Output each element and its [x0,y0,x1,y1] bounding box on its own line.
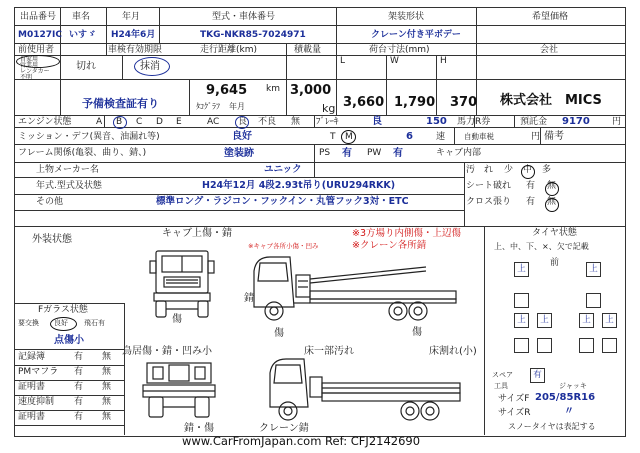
auction-sheet [14,7,626,437]
size-f-value: 205/85R16 [535,392,596,403]
engine-grade: E [176,117,182,127]
tire-front-label: 前 [550,258,560,268]
note1: ※3方場り内側傷・上辺傷 [352,228,462,239]
torii-label: 鳥居傷・錆・凹み小 [122,346,212,357]
doc-label: 証明書 [18,412,46,422]
tm-t: T [330,132,336,142]
cross-none-circle [545,198,559,212]
body-label: 架装形状 [388,12,425,22]
tools-label: 工具 [494,382,508,390]
spare-label: スペア [492,371,513,379]
cab-row-option: 無 [547,197,557,207]
tire-box [514,293,529,308]
cab-row-option: 有 [526,181,536,191]
doc-yes: 有 [74,382,84,392]
exterior-title: 外装状態 [32,234,72,245]
footer-watermark: www.CarFromJapan.com Ref: CFJ2142690 [182,434,421,448]
glass-opt-good: 良好 [54,319,68,327]
cab-row-label: 汚 れ [466,165,494,175]
engine-grade: A [96,117,103,127]
glass-opt-chip: 飛石有 [84,319,105,327]
brake-value: 良 [372,116,382,127]
body-type: クレーン付き平ボデー [371,30,461,40]
stain-mid-circle [521,165,535,179]
glass-value: 点傷小 [54,335,84,346]
truck-side-view-bottom [264,353,464,423]
ac-opt-bad: 不良 [258,117,277,127]
load-label: 積載量 [294,45,322,55]
cab-row-option: 中 [523,165,533,175]
engine-grade: D [156,117,163,127]
truck-front-view [142,247,222,327]
brake-label: ﾌﾞﾚｰｷ [316,117,339,127]
notes-label: 備考 [544,131,564,142]
truck-side-view-top [246,251,461,323]
spare-box: 有 [530,368,545,383]
snow-note: スノータイヤは表記する [508,422,596,431]
size-r-label: サイズR [498,408,531,418]
tire-box: 上 [579,313,594,328]
mileage-label: 走行距離(km) [200,45,258,55]
doc-label: PMマフラ [18,367,59,377]
doc-yes: 有 [74,397,84,407]
year-label: 年月 [122,12,141,22]
doc-yes: 有 [74,367,84,377]
cab-note: ※キャブ各所小傷・凹み [248,242,319,250]
engine-grade: B [116,117,123,127]
floor-crack-label: 床割れ(小) [429,346,477,357]
cab-interior-label: キャブ内部 [436,148,482,158]
ac-opt-none: 無 [291,117,301,127]
tire-box [537,338,552,353]
dim-w-value: 1,790 [394,95,436,110]
doc-no: 無 [102,352,112,362]
hp-value: 150 [426,116,447,127]
model-no: TKG-NKR85-7024971 [200,30,306,40]
lot-no: M0127IC [18,30,62,40]
truck-rear-view [139,359,219,425]
speed-unit: 速 [436,132,446,142]
tire-box: 上 [537,313,552,328]
doc-label: 記録簿 [18,352,46,362]
private-use-circle [16,55,60,68]
deposit-yen: 円 [612,117,622,127]
prev-user-label: 前使用者 [18,45,55,55]
frame-value: 塗装跡 [224,148,254,159]
tire-box [586,293,601,308]
deposit-label: 預託金 [520,117,548,127]
scratch-label-3: 傷 [412,327,422,338]
engine-grade-circle [113,116,127,129]
auto-tax-unit: 円 [531,132,541,142]
upper-row-label: 年式.型式及状態 [36,181,102,191]
seat-none-circle [545,182,559,196]
maker: いすゞ [69,30,97,40]
model-label: 型式・車体番号 [212,12,276,22]
pw-label: PW [367,148,382,158]
mission-value: 良好 [232,131,252,142]
dims-label: 荷台寸法(mm) [369,45,430,55]
prev-user-option: レンタカー [20,68,50,75]
inspection-label: 車検有効期限 [108,45,163,55]
upper-row-value: ユニック [264,164,302,175]
company-name: 株式会社 MICS [500,93,602,108]
cab-row-label: シート破れ [466,181,512,191]
size-r-value: 〃 [564,406,574,417]
load-value: 3,000 [290,83,332,98]
tm-m: M [345,132,353,142]
prev-user-option: 自家用 [20,56,39,63]
tire-box: 上 [514,313,529,328]
scratch-label-1: 傷 [172,314,182,325]
mileage-unit: km [266,84,280,94]
upper-row-value: H24年12月 4段2.93t吊り(URU294RKK) [202,180,396,191]
tire-legend: 上、中、下、×、欠で記載 [494,242,589,251]
dim-h-value: 370 [450,95,478,110]
upper-row-label: 上物メーカー名 [36,165,99,175]
tire-box [579,338,594,353]
doc-no: 無 [102,412,112,422]
rear-rust-label: 錆・傷 [184,423,214,434]
doc-label: 速度抑制 [18,397,55,407]
doc-divider [14,380,124,381]
r-ticket-label: R券 [475,117,491,127]
tire-box [514,338,529,353]
company-label: 会社 [540,45,559,55]
year: H24年6月 [111,30,156,40]
cab-row-option: 有 [526,197,536,207]
upper-row-label: その他 [36,197,64,207]
tire-box: 上 [602,313,617,328]
tire-title: タイヤ状態 [532,228,577,238]
cancelled-label: 抹消 [140,61,160,72]
pw-value: 有 [393,148,403,159]
tm-m-circle [341,130,356,144]
ac-good-circle [235,116,249,129]
ps-value: 有 [342,148,352,159]
inspection-cert: 予備検査証有り [82,97,159,110]
expired-label: 切れ [76,61,96,72]
mileage-value: 9,645 [206,83,248,98]
doc-yes: 有 [74,412,84,422]
cab-rust-label: キャブ上傷・錆 [162,228,232,239]
doc-no: 無 [102,367,112,377]
doc-divider [14,425,124,426]
cancelled-circle [134,57,170,76]
tire-box [602,338,617,353]
note2: ※クレーン各所錆 [352,240,427,251]
mission-label: ミッション・デフ(異音、油漏れ等) [18,132,160,142]
cab-row-label: クロス張り [466,197,512,207]
tacho-label: ﾀｺｸﾞﾗﾌ [196,102,220,111]
doc-divider [14,410,124,411]
doc-label: 証明書 [18,382,46,392]
hp-unit: 馬力 [457,117,476,127]
size-f-label: サイズF [498,394,530,404]
speed-value: 6 [406,131,413,142]
ac-label: AC [207,117,220,127]
glass-opt-replace: 要交換 [18,319,39,327]
engine-grade: C [136,117,143,127]
dim-w-label: W [390,56,399,66]
deposit-value: 9170 [562,116,590,127]
upper-row-value: 標準ロング・ラジコン・フックイン・丸管フック3対・ETC [156,196,409,207]
dim-l-value: 3,660 [343,95,385,110]
dim-h-label: H [440,56,447,66]
cab-row-option: 無 [547,181,557,191]
prev-user-option: 不明 [20,74,33,81]
cab-row-option: 多 [542,165,552,175]
glass-good-circle [50,317,77,331]
lot-no-label: 出品番号 [20,12,57,22]
frame-label: フレーム関係(亀裂、曲り、錆、) [18,148,147,158]
tacho-year-label: 年月 [229,102,245,111]
crane-rust-label: クレーン錆 [259,423,309,434]
rust-label: 錆 [244,293,254,304]
doc-yes: 有 [74,352,84,362]
load-unit: kg [322,102,336,115]
maker-label: 車名 [72,12,91,22]
auto-tax-label: 自動車税 [464,132,494,141]
doc-no: 無 [102,397,112,407]
cab-row-option: 少 [504,165,514,175]
ac-opt-good: 良 [238,117,248,127]
scratch-label-2: 傷 [274,328,284,339]
doc-divider [14,365,124,366]
glass-title: Fガラス状態 [38,305,88,315]
doc-no: 無 [102,382,112,392]
prev-user-option: 営業用 [20,62,39,69]
floor-label: 床一部汚れ [304,346,354,357]
engine-label: エンジン状態 [18,117,72,127]
tire-box: 上 [586,262,601,277]
jack-label: ジャッキ [559,382,587,390]
dim-l-label: L [340,56,346,66]
ps-label: PS [319,148,331,158]
doc-divider [14,395,124,396]
tire-box: 上 [514,262,529,277]
hope-price-label: 希望価格 [532,12,569,22]
